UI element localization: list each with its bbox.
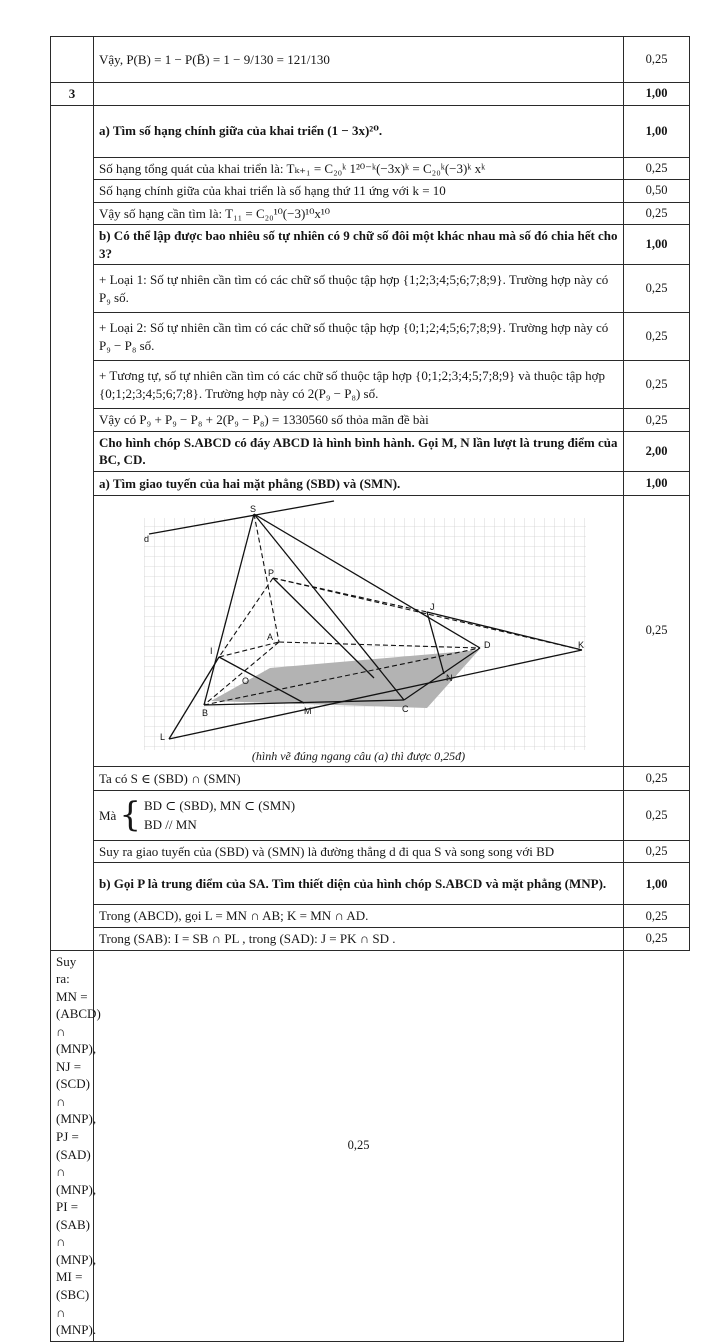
table-row <box>51 361 690 409</box>
figure-cell <box>94 495 624 766</box>
result-line-1: Suy ra: MN = (ABCD) ∩ (MNP), NJ = (SCD) ∩ (MNP), PJ = (SAD) ∩ (MNP), <box>56 953 101 1197</box>
table-row <box>51 950 690 1341</box>
label-I: I <box>210 645 213 656</box>
row-text: Vậy, P(B) = 1 − P(B̄) = 1 − 9/130 = 121/130 <box>94 37 624 83</box>
row-text <box>51 950 101 1341</box>
table-row <box>51 905 690 928</box>
row-score: 0,25 <box>624 202 690 225</box>
table-row <box>51 863 690 905</box>
label-C: C <box>402 703 409 714</box>
table-row <box>51 225 690 265</box>
label-P: P <box>268 567 275 578</box>
table-row <box>51 105 690 157</box>
label-B: B <box>202 707 209 718</box>
part-heading: b) Có thể lập được bao nhiêu số tự nhiên có 9 chữ số đôi một khác nhau mà số đó chia hết cho 3? <box>94 225 624 265</box>
label-d: d <box>144 533 150 544</box>
system-line-1: BD ⊂ (SBD), MN ⊂ (SMN) <box>143 797 296 813</box>
row-text: Trong (ABCD), gọi L = MN ∩ AB; K = MN ∩ AD. <box>94 905 624 928</box>
table-row <box>51 265 690 313</box>
row-score: 0,25 <box>624 409 690 432</box>
row-text: + Tương tự, số tự nhiên cần tìm có các chữ số thuộc tập hợp {0;1;2;3;4;5;7;8;9} và thuộc tập hợp {0;1;2;3;4;5;6;7;8}. Trường hợp này có 2(P₉ − P₈) số. <box>94 361 624 409</box>
table-row <box>51 37 690 83</box>
label-A: A <box>267 631 274 642</box>
label-K: K <box>578 639 585 650</box>
result-line-2: PI = (SAB) ∩ (MNP), MI = (SBC) ∩ (MNP). <box>56 1199 97 1338</box>
label-L: L <box>160 731 166 742</box>
row-score: 0,25 <box>94 950 624 1341</box>
row-text: Số hạng tổng quát của khai triển là: Tₖ₊₁ = C₂₀ᵏ 1²⁰⁻ᵏ(−3x)ᵏ = C₂₀ᵏ(−3)ᵏ xᵏ <box>94 157 624 180</box>
part-heading: a) Tìm số hạng chính giữa của khai triển (1 − 3x)²⁰. <box>94 105 624 157</box>
question-header-row <box>51 431 690 471</box>
row-score: 0,50 <box>624 180 690 203</box>
row-text: Suy ra giao tuyến của (SBD) và (SMN) là đường thẳng d đi qua S và song song với BD <box>94 840 624 863</box>
pyramid-figure <box>94 496 635 766</box>
row-score: 0,25 <box>624 790 690 840</box>
table-row <box>51 157 690 180</box>
row-score: 0,25 <box>624 905 690 928</box>
row-text: Vậy có P₉ + P₉ − P₈ + 2(P₉ − P₈) = 1330560 số thỏa mãn đề bài <box>94 409 624 432</box>
row-text: Số hạng chính giữa của khai triển là số hạng thứ 11 ứng với k = 10 <box>94 180 624 203</box>
row-score: 0,25 <box>624 766 690 790</box>
figure-caption: (hình vẽ đúng ngang câu (a) thì được 0,25đ) <box>251 748 466 763</box>
table-row <box>51 840 690 863</box>
table-row <box>51 180 690 203</box>
figure-row <box>51 495 690 766</box>
label-S: S <box>250 503 257 514</box>
row-text: + Loại 2: Số tự nhiên cần tìm có các chữ số thuộc tập hợp {0;1;2;4;5;6;7;8;9}. Trường hợp này có P₉ − P₈ số. <box>94 313 624 361</box>
marking-scheme-table <box>50 36 690 1342</box>
row-text: Trong (SAB): I = SB ∩ PL , trong (SAD): J = PK ∩ SD . <box>94 928 624 951</box>
question-header-row <box>51 83 690 106</box>
row-score: 1,00 <box>624 225 690 265</box>
row-score: 0,25 <box>624 928 690 951</box>
row-score: 0,25 <box>624 361 690 409</box>
row-score: 0,25 <box>624 37 690 83</box>
row-score: 0,25 <box>624 265 690 313</box>
part-heading: a) Tìm giao tuyến của hai mặt phẳng (SBD) và (SMN). <box>94 471 624 495</box>
system-line-2: BD // MN <box>143 817 197 833</box>
row-score: 0,25 <box>624 313 690 361</box>
table-row <box>51 202 690 225</box>
table-row <box>51 313 690 361</box>
table-row <box>51 790 690 840</box>
label-M: M <box>304 705 312 716</box>
row-text: Vậy số hạng cần tìm là: T₁₁ = C₂₀¹⁰(−3)¹⁰x¹⁰ <box>94 202 624 225</box>
question-number: 3 <box>51 83 94 106</box>
row-score: 1,00 <box>624 863 690 905</box>
label-D: D <box>484 639 491 650</box>
left-brace: { <box>119 795 141 836</box>
row-score: 0,25 <box>624 840 690 863</box>
row-score: 0,25 <box>624 495 690 766</box>
row-prefix: Mà <box>99 807 117 823</box>
table-row <box>51 471 690 495</box>
label-O: O <box>242 675 250 686</box>
question-total-score: 2,00 <box>624 431 690 471</box>
row-text <box>94 790 624 840</box>
question-total-score: 1,00 <box>624 83 690 106</box>
question-statement: Cho hình chóp S.ABCD có đáy ABCD là hình bình hành. Gọi M, N lần lượt là trung điểm của BC, CD. <box>94 431 624 471</box>
table-row <box>51 409 690 432</box>
row-text: + Loại 1: Số tự nhiên cần tìm có các chữ số thuộc tập hợp {1;2;3;4;5;6;7;8;9}. Trường hợp này có P₉ số. <box>94 265 624 313</box>
label-N: N <box>446 672 453 683</box>
part-heading: b) Gọi P là trung điểm của SA. Tìm thiết diện của hình chóp S.ABCD và mặt phẳng (MNP). <box>94 863 624 905</box>
grid-background <box>144 518 586 750</box>
table-row <box>51 766 690 790</box>
table-row <box>51 928 690 951</box>
row-score: 0,25 <box>624 157 690 180</box>
row-score: 1,00 <box>624 471 690 495</box>
row-text: Ta có S ∈ (SBD) ∩ (SMN) <box>94 766 624 790</box>
label-J: J <box>430 601 435 612</box>
row-score: 1,00 <box>624 105 690 157</box>
